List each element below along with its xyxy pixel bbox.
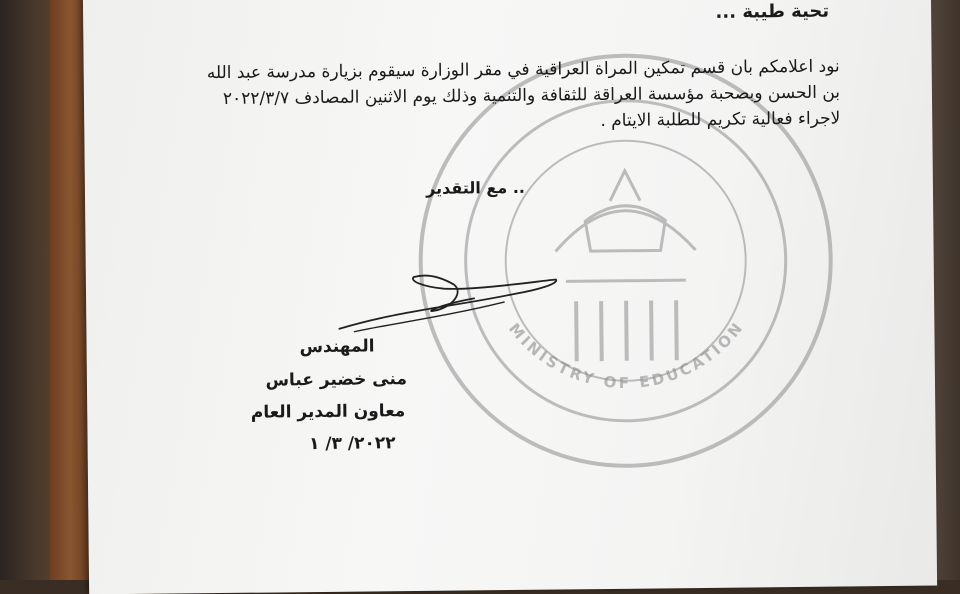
- signatory-title: المهندس: [299, 336, 375, 358]
- closing-regards: .. مع التقدير: [425, 177, 526, 198]
- seal-lettering: MINISTRY OF EDUCATION: [505, 317, 748, 393]
- signatory-name: منى خضير عباس: [265, 369, 408, 391]
- signature-date: ٢٠٢٢/ ٣/ ١: [308, 433, 396, 455]
- body-line-3: لاجراء فعالية تكريم للطلبة الايتام .: [600, 108, 841, 132]
- handwritten-signature: [334, 271, 565, 343]
- body-line-1: نود اعلامكم بان قسم تمكين المراة العراقية في مقر الوزارة سيقوم بزيارة مدرسة عبد الله: [206, 56, 840, 84]
- greeting: تحية طيبة ...: [715, 0, 830, 23]
- body-line-2: بن الحسن وبصحبة مؤسسة العراقة للثقافة والتنمية وذلك يوم الاثنين المصادف ٢٠٢٢/٣/٧: [222, 82, 841, 109]
- document-page: [83, 0, 937, 594]
- signatory-position: معاون المدير العام: [250, 401, 406, 423]
